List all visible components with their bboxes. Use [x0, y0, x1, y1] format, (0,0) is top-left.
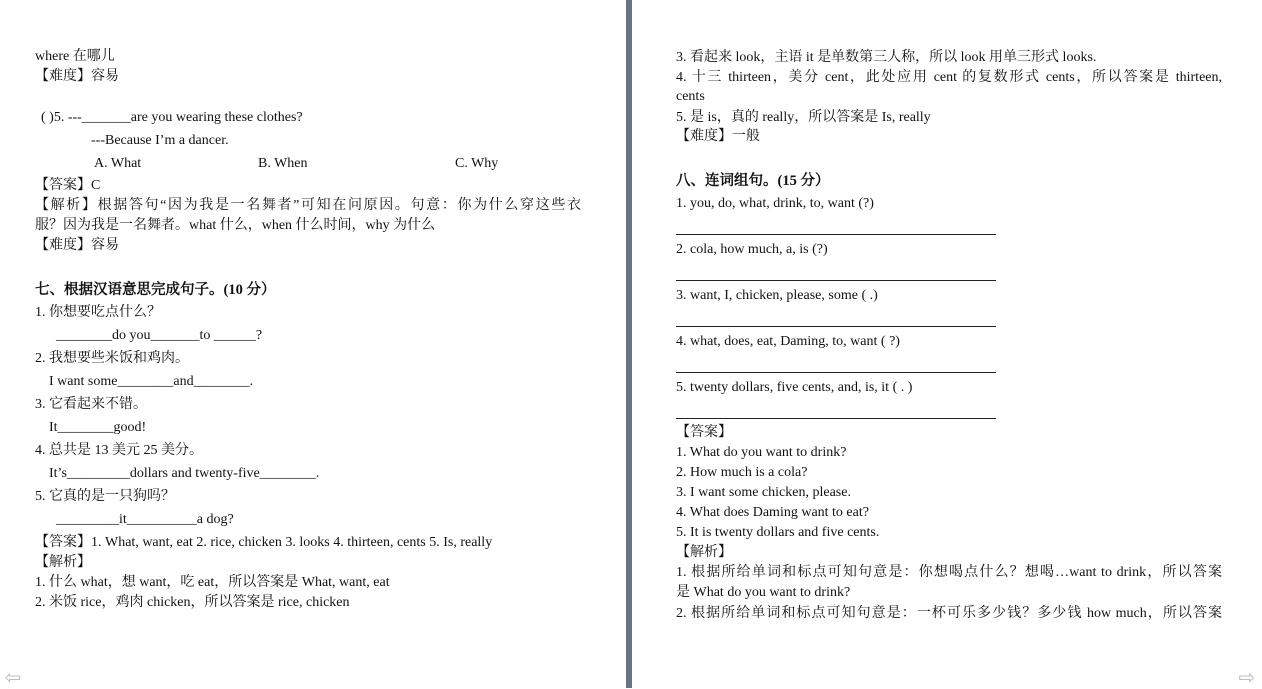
word-prompt: 3. want, I, chicken, please, some ( .): [676, 288, 878, 303]
answer-heading: 【答案】: [676, 425, 732, 440]
answer-rule: [676, 418, 996, 419]
next-page-button[interactable]: [1236, 666, 1258, 688]
fill-blank-line: I want some________and________.: [49, 374, 254, 389]
text-line: where 在哪儿: [35, 49, 115, 64]
fill-blank-line: It’s_________dollars and twenty-five________.: [49, 466, 320, 481]
answer-rule: [676, 280, 996, 281]
answer-line: 【答案】1. What, want, eat 2. rice, chicken 3. looks 4. thirteen, cents 5. Is, really: [35, 535, 493, 550]
section-heading: 八、连词组句。(15 分）: [676, 173, 830, 189]
item-prompt: 4. 总共是 13 美元 25 美分。: [35, 443, 203, 458]
explanation-heading: 【解析】: [35, 555, 91, 570]
left-page: [0, 0, 626, 688]
item-prompt: 2. 我想要些米饭和鸡肉。: [35, 351, 189, 366]
item-prompt: 3. 它看起来不错。: [35, 397, 147, 412]
item-prompt: 1. 你想要吃点什么？: [35, 305, 161, 320]
explanation-line: 1. 根据所给单词和标点可知句意是：你想喝点什么？想喝…want to drink，所以答案: [676, 565, 1222, 580]
explanation-line: 2. 米饭 rice，鸡肉 chicken，所以答案是 rice, chicken: [35, 595, 350, 610]
explanation-line: 是 What do you want to drink?: [676, 585, 851, 600]
dialog-line: ---Because I’m a dancer.: [91, 133, 229, 148]
explanation-line: 1. 什么 what，想 want，吃 eat，所以答案是 What, want, eat: [35, 575, 390, 590]
section-heading: 七、根据汉语意思完成句子。(10 分）: [35, 282, 276, 298]
fill-blank-line: It________good!: [49, 420, 147, 435]
answer-line: 3. I want some chicken, please.: [676, 485, 851, 500]
option-c: C. Why: [455, 156, 499, 171]
explanation-line: cents: [676, 89, 705, 104]
answer-line: 4. What does Daming want to eat?: [676, 505, 869, 520]
difficulty-line: 【难度】容易: [35, 238, 119, 253]
explanation-line: 4. 十三 thirteen，美分 cent，此处应用 cent 的复数形式 cents，所以答案是 thirteen,: [676, 70, 1222, 85]
fill-blank-line: ________do you_______to ______?: [56, 328, 263, 343]
answer-line: 【答案】C: [35, 178, 101, 193]
difficulty-line: 【难度】一般: [676, 129, 760, 144]
answer-rule: [676, 326, 996, 327]
explanation-line: 5. 是 is，真的 really，所以答案是 Is, really: [676, 110, 931, 125]
arrow-left-icon: ⇦: [4, 665, 22, 689]
option-b: B. When: [258, 156, 308, 171]
explanation-line: 3. 看起来 look，主语 it 是单数第三人称，所以 look 用单三形式 looks.: [676, 50, 1097, 65]
explanation-line: 2. 根据所给单词和标点可知句意是：一杯可乐多少钱？多少钱 how much，所以答案: [676, 606, 1222, 621]
question-line: ( )5. ---_______are you wearing these clothes?: [41, 110, 303, 125]
explanation-line: 服？因为我是一名舞者。what 什么，when 什么时间，why 为什么: [35, 218, 436, 233]
word-prompt: 2. cola, how much, a, is (?): [676, 242, 828, 257]
arrow-right-icon: ⇨: [1238, 665, 1256, 689]
word-prompt: 1. you, do, what, drink, to, want (?): [676, 196, 874, 211]
answer-rule: [676, 234, 996, 235]
word-prompt: 5. twenty dollars, five cents, and, is, it ( . ): [676, 380, 913, 395]
answer-line: 2. How much is a cola?: [676, 465, 808, 480]
right-page: [632, 0, 1262, 688]
word-prompt: 4. what, does, eat, Daming, to, want ( ?): [676, 334, 900, 349]
answer-rule: [676, 372, 996, 373]
prev-page-button[interactable]: [2, 666, 24, 688]
explanation-line: 【解析】根据答句“因为我是一名舞者”可知在问原因。句意：你为什么穿这些衣: [35, 198, 581, 213]
fill-blank-line: _________it__________a dog?: [56, 512, 234, 527]
answer-line: 5. It is twenty dollars and five cents.: [676, 525, 880, 540]
option-a: A. What: [94, 156, 142, 171]
explanation-heading: 【解析】: [676, 545, 732, 560]
text-line: 【难度】容易: [35, 69, 119, 84]
answer-line: 1. What do you want to drink?: [676, 445, 847, 460]
item-prompt: 5. 它真的是一只狗吗？: [35, 489, 175, 504]
